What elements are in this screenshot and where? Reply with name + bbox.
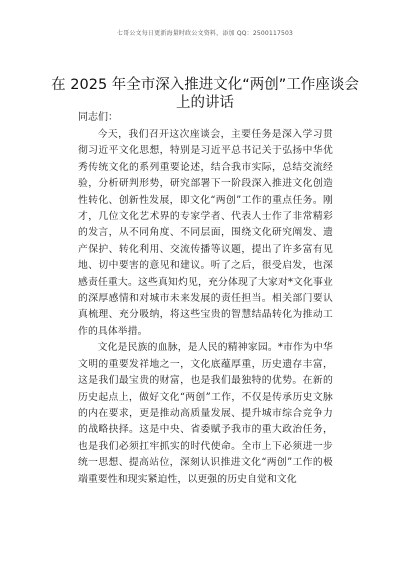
header-note: 七哥公文每日更新海量时政公文资料，添加 QQ：2500117503	[116, 30, 294, 37]
paragraph: 文化是民族的血脉，是人民的精神家园。*市作为中华文明的重要发祥地之一，文化底蕴厚重，历史遗存丰富，这是我们最宝贵的财富，也是我们最独特的优势。在新的历史起点上，做好文化“两创”工作，不仅是传承历史文脉的内在要求，更是推动高质量发展、提升城市综合竞争力的战略抉择。这是中央、省委赋予我市的重大政治任务，也是我们必须扛牢抓实的时代使命。全市上下必须进一步统一思想、提高站位，深刻认识推进文化“两创”工作的极端重要性和现实紧迫性，以更强的历史自觉和文化	[78, 342, 333, 485]
paragraph: 今天，我们召开这次座谈会，主要任务是深入学习贯彻习近平文化思想，特别是习近平总书记关于弘扬中华优秀传统文化的系列重要论述，结合我市实际，总结交流经验，分析研判形势，研究部署下一阶段深入推进文化创造性转化、创新性发展，即文化“两创”工作的重点任务。刚才，几位文化艺术界的专家学者、代表人士作了非常精彩的发言，从不同角度、不同层面，围绕文化研究阐发、遗产保护、转化利用、交流传播等议题，提出了许多富有见地、切中要害的意见和建议。听了之后，很受启发，也深感责任重大。这些真知灼见，充分体现了大家对*文化事业的深厚感情和对城市未来发展的责任担当。相关部门要认真梳理、充分吸纳，将这些宝贵的智慧结晶转化为推动工作的具体举措。	[78, 129, 333, 337]
document-body	[78, 127, 333, 488]
document-title: 在 2025 年全市深入推进文化“两创”工作座谈会上的讲话	[51, 77, 359, 111]
salutation: 同志们：	[78, 112, 118, 123]
